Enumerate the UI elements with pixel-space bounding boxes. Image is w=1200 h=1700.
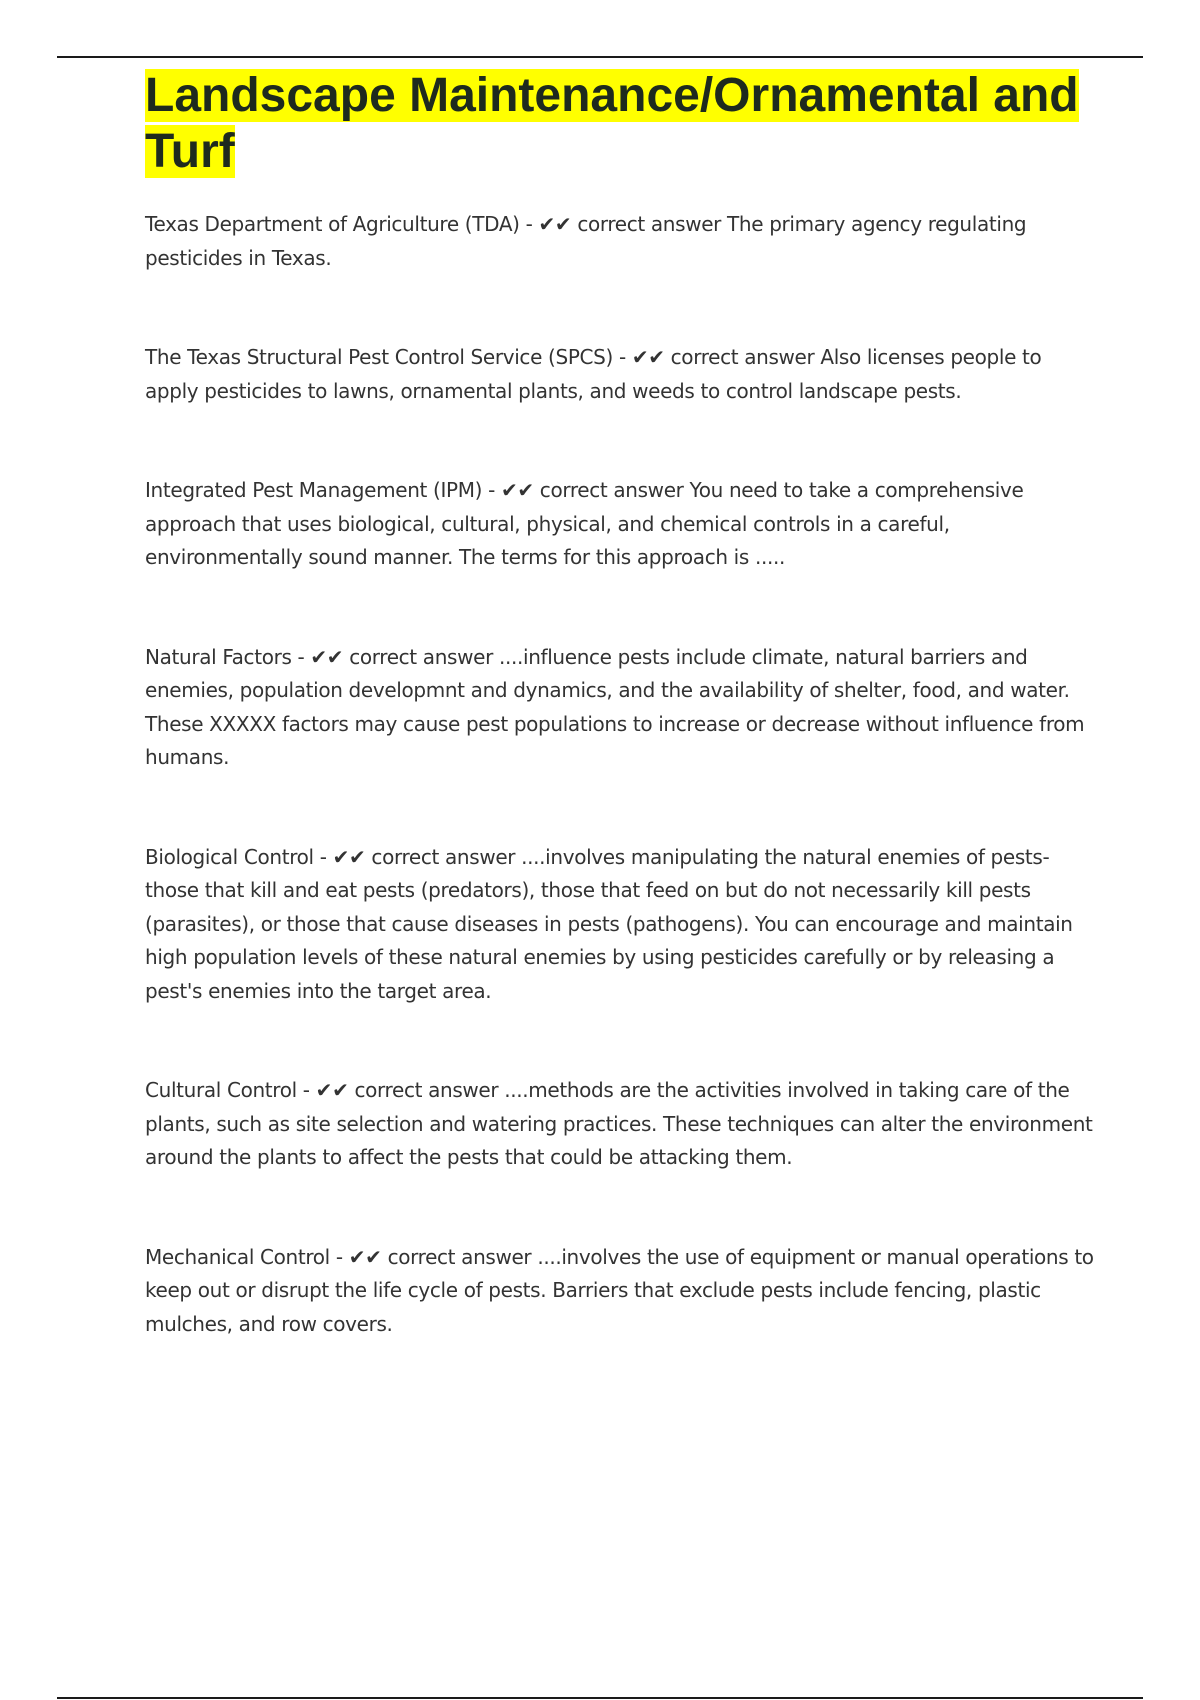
qa-entry-biological-control: Biological Control - ✔✔ correct answer ....involves manipulating the natural enemies of pests- those that kill and eat pests (predators), those that feed on but do not necessarily kill pests (parasites), or those that cause diseases in pests (pathogens). You can encourage and maintain high population levels of these natural enemies by using pesticides carefully or by releasing a pest's enemies into the target area.	[145, 844, 1073, 1003]
page-bottom-rule	[57, 1697, 1143, 1699]
qa-entry-mechanical-control: Mechanical Control - ✔✔ correct answer ....involves the use of equipment or manual operations to keep out or disrupt the life cycle of pests. Barriers that exclude pests include fencing, plastic mulches, and row covers.	[145, 1244, 1094, 1336]
qa-entry-cultural-control: Cultural Control - ✔✔ correct answer ....methods are the activities involved in taking care of the plants, such as site selection and watering practices. These techniques can alter the environment around the plants to affect the pests that could be attacking them.	[145, 1078, 1093, 1169]
page-top-rule	[57, 56, 1143, 58]
title-highlight: Landscape Maintenance/Ornamental and Turf	[145, 69, 1079, 178]
document-body	[145, 68, 1095, 1407]
qa-entry-spcs: The Texas Structural Pest Control Service (SPCS) - ✔✔ correct answer Also licenses people to apply pesticides to lawns, ornamental plants, and weeds to control landscape pests.	[145, 345, 1042, 403]
document-title	[145, 68, 1095, 180]
qa-entry-ipm: Integrated Pest Management (IPM) - ✔✔ correct answer You need to take a comprehensive approach that uses biological, cultural, physical, and chemical controls in a careful, environmentally sound manner. The terms for this approach is .....	[145, 478, 1024, 569]
qa-entry-tda: Texas Department of Agriculture (TDA) - ✔✔ correct answer The primary agency regulating pesticides in Texas.	[145, 212, 1027, 270]
qa-list	[145, 208, 1095, 1341]
qa-entry-natural-factors: Natural Factors - ✔✔ correct answer ....influence pests include climate, natural barriers and enemies, population developmnt and dynamics, and the availability of shelter, food, and water. These XXXXX factors may cause pest populations to increase or decrease without influence from humans.	[145, 644, 1085, 769]
